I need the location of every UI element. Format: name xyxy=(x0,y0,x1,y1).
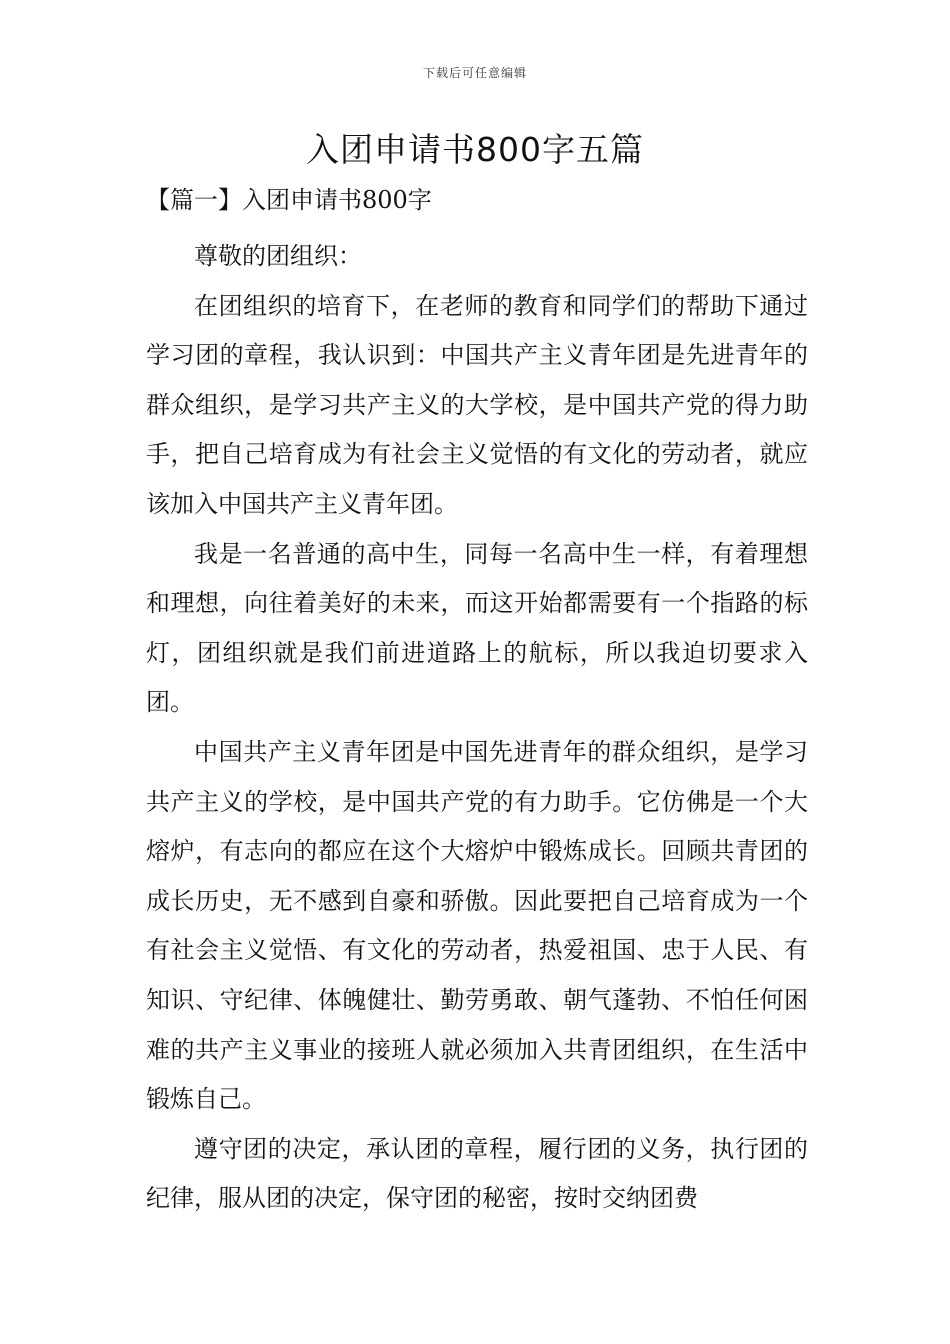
paragraph-3: 中国共产主义青年团是中国先进青年的群众组织，是学习共产主义的学校，是中国共产党的有力助手。它仿佛是一个大熔炉，有志向的都应在这个大熔炉中锻炼成长。回顾共青团的成长历史，无不感到自豪和骄傲。因此要把自己培育成为一个有社会主义觉悟、有文化的劳动者，热爱祖国、忠于人民、有知识、守纪律、体魄健壮、勤劳勇敢、朝气蓬勃、不怕任何困难的共产主义事业的接班人就必须加入共青团组织，在生活中锻炼自己。 xyxy=(146,737,808,1114)
paragraph-4: 遵守团的决定，承认团的章程，履行团的义务，执行团的纪律，服从团的决定，保守团的秘密，按时交纳团费 xyxy=(146,1134,808,1213)
paragraph-2: 我是一名普通的高中生，同每一名高中生一样，有着理想和理想，向往着美好的未来，而这开始都需要有一个指路的标灯，团组织就是我们前进道路上的航标，所以我迫切要求入团。 xyxy=(146,539,808,717)
header-note: 下载后可任意编辑 xyxy=(422,66,527,80)
salutation: 尊敬的团组织： xyxy=(194,242,362,270)
document-title: 入团申请书800字五篇 xyxy=(306,130,644,169)
paragraph-1: 在团组织的培育下，在老师的教育和同学们的帮助下通过学习团的章程，我认识到：中国共产主义青年团是先进青年的群众组织，是学习共产主义的大学校，是中国共产党的得力助手，把自己培育成为有社会主义觉悟的有文化的劳动者，就应该加入中国共产主义青年团。 xyxy=(146,291,808,518)
document-body xyxy=(146,182,808,1224)
section-heading: 【篇一】入团申请书800字 xyxy=(146,186,432,214)
